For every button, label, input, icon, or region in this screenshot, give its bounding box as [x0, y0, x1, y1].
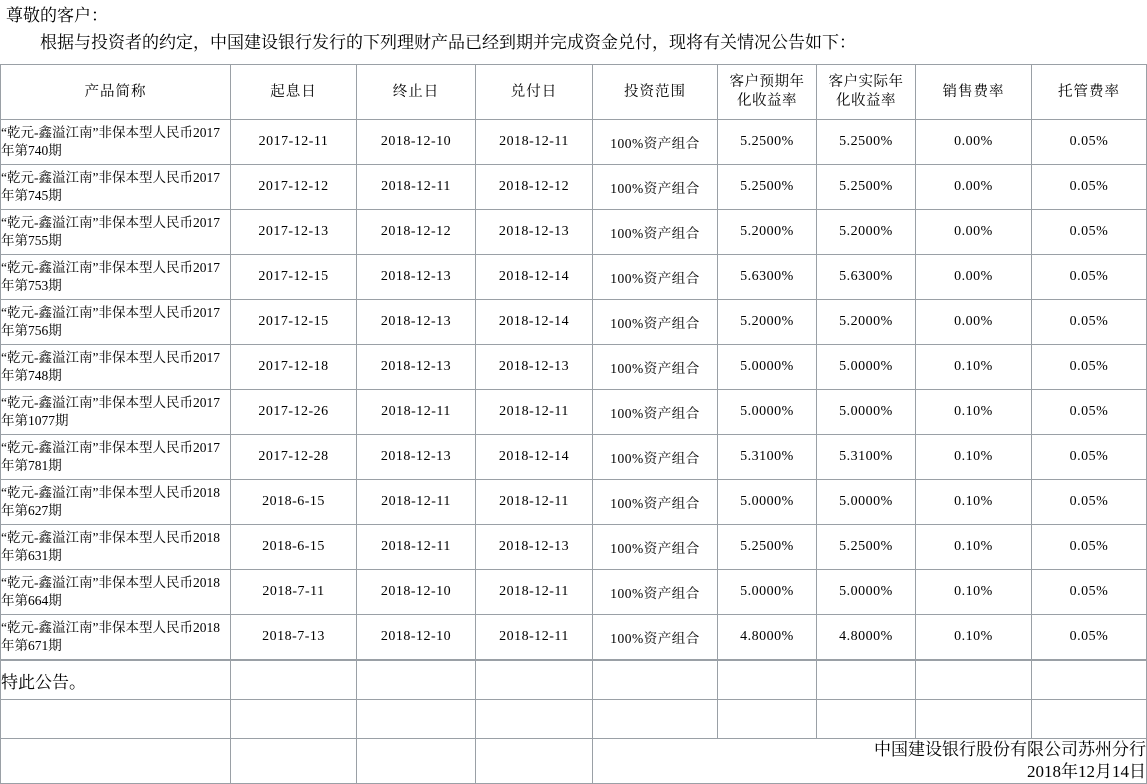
cell-investment-scope: 100%资产组合	[593, 345, 718, 390]
cell-end-date: 2018-12-13	[357, 435, 476, 480]
column-header-actual-yield-line2: 化收益率	[836, 93, 896, 109]
cell-custody-fee: 0.05%	[1032, 570, 1147, 615]
cell-custody-fee: 0.05%	[1032, 165, 1147, 210]
cell-product-name: “乾元-鑫溢江南”非保本型人民币2018年第671期	[1, 615, 231, 660]
cell-start-date: 2017-12-15	[231, 255, 357, 300]
cell-investment-scope: 100%资产组合	[593, 210, 718, 255]
cell-payment-date: 2018-12-14	[476, 255, 593, 300]
blank-cell-3	[357, 700, 476, 739]
table-row	[1, 615, 1147, 660]
cell-start-date: 2018-6-15	[231, 525, 357, 570]
cell-end-date: 2018-12-10	[357, 570, 476, 615]
cell-end-date: 2018-12-11	[357, 390, 476, 435]
table-row	[1, 210, 1147, 255]
cell-expected-yield: 5.0000%	[718, 480, 817, 525]
notice-blank-7	[916, 661, 1032, 700]
cell-actual-yield: 5.2000%	[817, 210, 916, 255]
cell-custody-fee: 0.05%	[1032, 615, 1147, 660]
cell-expected-yield: 5.3100%	[718, 435, 817, 480]
cell-end-date: 2018-12-10	[357, 120, 476, 165]
cell-product-name: “乾元-鑫溢江南”非保本型人民币2017年第781期	[1, 435, 231, 480]
column-header-payment-date: 兑付日	[476, 65, 593, 120]
cell-expected-yield: 5.0000%	[718, 390, 817, 435]
cell-expected-yield: 5.0000%	[718, 570, 817, 615]
cell-product-name: “乾元-鑫溢江南”非保本型人民币2017年第740期	[1, 120, 231, 165]
products-table	[0, 64, 1147, 660]
blank-cell-1	[1, 700, 231, 739]
cell-expected-yield: 5.2500%	[718, 165, 817, 210]
cell-payment-date: 2018-12-11	[476, 120, 593, 165]
cell-custody-fee: 0.05%	[1032, 300, 1147, 345]
cell-payment-date: 2018-12-13	[476, 210, 593, 255]
cell-actual-yield: 5.0000%	[817, 480, 916, 525]
cell-end-date: 2018-12-11	[357, 480, 476, 525]
cell-investment-scope: 100%资产组合	[593, 525, 718, 570]
cell-product-name: “乾元-鑫溢江南”非保本型人民币2017年第756期	[1, 300, 231, 345]
cell-payment-date: 2018-12-14	[476, 300, 593, 345]
column-header-product: 产品简称	[1, 65, 231, 120]
cell-sales-fee: 0.10%	[916, 615, 1032, 660]
cell-actual-yield: 5.3100%	[817, 435, 916, 480]
notice-blank-4	[593, 661, 718, 700]
notice-blank-1	[231, 661, 357, 700]
column-header-end-date: 终止日	[357, 65, 476, 120]
cell-custody-fee: 0.05%	[1032, 120, 1147, 165]
cell-actual-yield: 5.0000%	[817, 390, 916, 435]
table-header	[1, 65, 1147, 120]
cell-investment-scope: 100%资产组合	[593, 165, 718, 210]
cell-custody-fee: 0.05%	[1032, 390, 1147, 435]
blank-cell-9	[1032, 700, 1147, 739]
intro-paragraph: 根据与投资者的约定，中国建设银行发行的下列理财产品已经到期并完成资金兑付，现将有关情况公告如下：	[40, 33, 856, 52]
notice-blank-3	[476, 661, 593, 700]
cell-custody-fee: 0.05%	[1032, 435, 1147, 480]
cell-investment-scope: 100%资产组合	[593, 615, 718, 660]
cell-custody-fee: 0.05%	[1032, 345, 1147, 390]
cell-custody-fee: 0.05%	[1032, 480, 1147, 525]
cell-payment-date: 2018-12-13	[476, 525, 593, 570]
cell-sales-fee: 0.00%	[916, 210, 1032, 255]
signature-blank-4	[476, 739, 593, 784]
column-header-expected-yield-line2: 化收益率	[737, 93, 797, 109]
cell-sales-fee: 0.10%	[916, 390, 1032, 435]
table-row	[1, 300, 1147, 345]
cell-expected-yield: 5.6300%	[718, 255, 817, 300]
table-row	[1, 480, 1147, 525]
cell-investment-scope: 100%资产组合	[593, 570, 718, 615]
table-row	[1, 255, 1147, 300]
signature-company: 中国建设银行股份有限公司苏州分行	[874, 740, 1146, 759]
signature-blank-1	[1, 739, 231, 784]
cell-product-name: “乾元-鑫溢江南”非保本型人民币2017年第1077期	[1, 390, 231, 435]
cell-product-name: “乾元-鑫溢江南”非保本型人民币2017年第753期	[1, 255, 231, 300]
cell-start-date: 2018-7-13	[231, 615, 357, 660]
cell-actual-yield: 5.0000%	[817, 570, 916, 615]
column-header-actual-yield-line1: 客户实际年	[828, 74, 904, 90]
table-row	[1, 345, 1147, 390]
cell-investment-scope: 100%资产组合	[593, 300, 718, 345]
cell-expected-yield: 5.2500%	[718, 120, 817, 165]
cell-end-date: 2018-12-11	[357, 525, 476, 570]
blank-cell-5	[593, 700, 718, 739]
cell-investment-scope: 100%资产组合	[593, 255, 718, 300]
cell-actual-yield: 5.2500%	[817, 120, 916, 165]
cell-end-date: 2018-12-13	[357, 345, 476, 390]
cell-end-date: 2018-12-12	[357, 210, 476, 255]
cell-start-date: 2017-12-18	[231, 345, 357, 390]
cell-start-date: 2017-12-11	[231, 120, 357, 165]
blank-cell-2	[231, 700, 357, 739]
table-row	[1, 165, 1147, 210]
notice-blank-2	[357, 661, 476, 700]
cell-end-date: 2018-12-13	[357, 300, 476, 345]
blank-cell-6	[718, 700, 817, 739]
cell-product-name: “乾元-鑫溢江南”非保本型人民币2018年第631期	[1, 525, 231, 570]
cell-investment-scope: 100%资产组合	[593, 120, 718, 165]
column-header-custody-fee: 托管费率	[1032, 65, 1147, 120]
table-row	[1, 390, 1147, 435]
cell-actual-yield: 5.6300%	[817, 255, 916, 300]
cell-end-date: 2018-12-13	[357, 255, 476, 300]
table-row	[1, 570, 1147, 615]
cell-product-name: “乾元-鑫溢江南”非保本型人民币2017年第755期	[1, 210, 231, 255]
cell-start-date: 2018-6-15	[231, 480, 357, 525]
cell-payment-date: 2018-12-11	[476, 570, 593, 615]
greeting-text: 尊敬的客户：	[6, 6, 108, 25]
signature-block	[593, 739, 1147, 784]
cell-expected-yield: 5.0000%	[718, 345, 817, 390]
cell-custody-fee: 0.05%	[1032, 255, 1147, 300]
table-body	[1, 120, 1147, 660]
cell-actual-yield: 5.2000%	[817, 300, 916, 345]
blank-cell-4	[476, 700, 593, 739]
cell-payment-date: 2018-12-11	[476, 480, 593, 525]
cell-product-name: “乾元-鑫溢江南”非保本型人民币2017年第748期	[1, 345, 231, 390]
cell-custody-fee: 0.05%	[1032, 210, 1147, 255]
cell-end-date: 2018-12-10	[357, 615, 476, 660]
column-header-expected-yield-line1: 客户预期年	[729, 74, 805, 90]
table-row	[1, 120, 1147, 165]
cell-actual-yield: 4.8000%	[817, 615, 916, 660]
cell-payment-date: 2018-12-13	[476, 345, 593, 390]
cell-expected-yield: 5.2000%	[718, 210, 817, 255]
cell-expected-yield: 5.2500%	[718, 525, 817, 570]
cell-investment-scope: 100%资产组合	[593, 480, 718, 525]
cell-sales-fee: 0.10%	[916, 570, 1032, 615]
cell-payment-date: 2018-12-11	[476, 615, 593, 660]
cell-sales-fee: 0.00%	[916, 120, 1032, 165]
cell-sales-fee: 0.00%	[916, 300, 1032, 345]
cell-actual-yield: 5.2500%	[817, 165, 916, 210]
cell-sales-fee: 0.10%	[916, 435, 1032, 480]
cell-product-name: “乾元-鑫溢江南”非保本型人民币2018年第627期	[1, 480, 231, 525]
cell-expected-yield: 5.2000%	[718, 300, 817, 345]
cell-end-date: 2018-12-11	[357, 165, 476, 210]
cell-expected-yield: 4.8000%	[718, 615, 817, 660]
notice-blank-5	[718, 661, 817, 700]
column-header-actual-yield	[817, 65, 916, 120]
signature-date: 2018年12月14日	[1027, 762, 1146, 781]
blank-row	[1, 700, 1147, 739]
cell-sales-fee: 0.10%	[916, 480, 1032, 525]
cell-payment-date: 2018-12-14	[476, 435, 593, 480]
cell-start-date: 2017-12-15	[231, 300, 357, 345]
signature-blank-3	[357, 739, 476, 784]
notice-blank-8	[1032, 661, 1147, 700]
cell-sales-fee: 0.00%	[916, 165, 1032, 210]
notice-row	[1, 661, 1147, 700]
cell-product-name: “乾元-鑫溢江南”非保本型人民币2017年第745期	[1, 165, 231, 210]
cell-actual-yield: 5.2500%	[817, 525, 916, 570]
cell-start-date: 2017-12-13	[231, 210, 357, 255]
cell-sales-fee: 0.00%	[916, 255, 1032, 300]
signature-blank-2	[231, 739, 357, 784]
blank-cell-7	[817, 700, 916, 739]
cell-actual-yield: 5.0000%	[817, 345, 916, 390]
column-header-sales-fee: 销售费率	[916, 65, 1032, 120]
column-header-start-date: 起息日	[231, 65, 357, 120]
table-header-row	[1, 65, 1147, 120]
cell-start-date: 2017-12-28	[231, 435, 357, 480]
column-header-expected-yield	[718, 65, 817, 120]
cell-start-date: 2018-7-11	[231, 570, 357, 615]
cell-sales-fee: 0.10%	[916, 525, 1032, 570]
cell-product-name: “乾元-鑫溢江南”非保本型人民币2018年第664期	[1, 570, 231, 615]
notice-text: 特此公告。	[1, 661, 231, 700]
cell-payment-date: 2018-12-11	[476, 390, 593, 435]
footer-table	[0, 660, 1147, 784]
cell-sales-fee: 0.10%	[916, 345, 1032, 390]
cell-start-date: 2017-12-12	[231, 165, 357, 210]
notice-blank-6	[817, 661, 916, 700]
blank-cell-8	[916, 700, 1032, 739]
signature-row	[1, 739, 1147, 784]
table-row	[1, 435, 1147, 480]
column-header-investment-scope: 投资范围	[593, 65, 718, 120]
cell-payment-date: 2018-12-12	[476, 165, 593, 210]
cell-investment-scope: 100%资产组合	[593, 390, 718, 435]
cell-custody-fee: 0.05%	[1032, 525, 1147, 570]
cell-investment-scope: 100%资产组合	[593, 435, 718, 480]
table-row	[1, 525, 1147, 570]
cell-start-date: 2017-12-26	[231, 390, 357, 435]
